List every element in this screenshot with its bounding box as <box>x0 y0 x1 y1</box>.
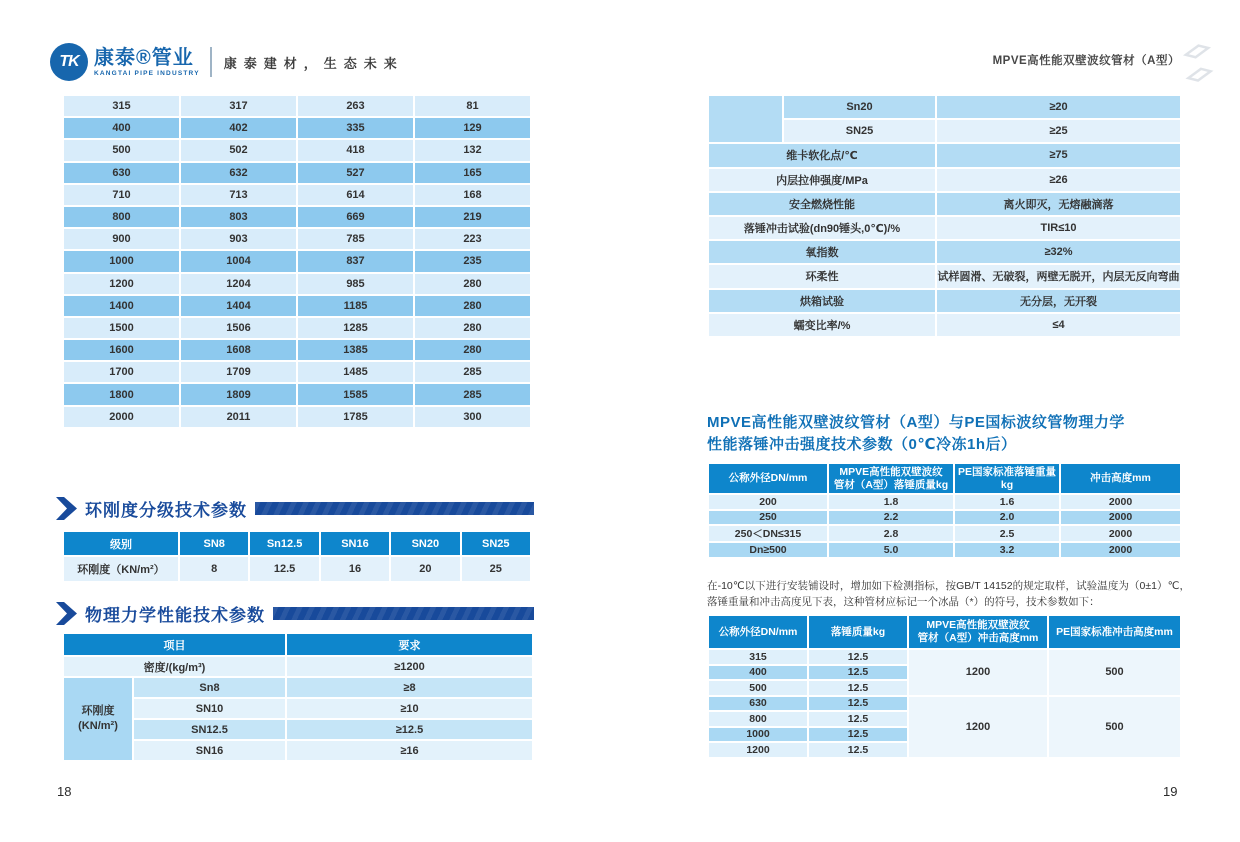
merged-cell: 500 <box>1048 649 1181 696</box>
physical-properties-section-heading <box>56 601 534 626</box>
table-cell: 280 <box>414 339 531 361</box>
table-cell: 710 <box>63 184 180 206</box>
table-cell: 200 <box>708 494 828 510</box>
column-header: SN16 <box>320 531 390 556</box>
table-row <box>63 184 531 206</box>
group-label-line: (KN/m²) <box>78 720 118 732</box>
row-label: 安全燃烧性能 <box>708 192 936 216</box>
table-cell: 12.5 <box>808 665 908 681</box>
table-cell: 315 <box>63 95 180 117</box>
table-cell: 632 <box>180 162 297 184</box>
table-cell: 280 <box>414 273 531 295</box>
table-cell: 16 <box>320 556 390 582</box>
table-row <box>63 339 531 361</box>
section-title-bar <box>255 502 534 515</box>
row-label: 环柔性 <box>708 264 936 288</box>
table-row <box>63 677 533 698</box>
physical-properties-continuation-table <box>707 94 1182 338</box>
column-header: 要求 <box>286 633 533 656</box>
table-cell: 离火即灭，无熔融滴落 <box>936 192 1181 216</box>
table-cell: 300 <box>414 406 531 428</box>
table-row <box>63 740 533 761</box>
table-row <box>63 383 531 405</box>
frozen-impact-table <box>707 614 1182 759</box>
table-cell: 12.5 <box>808 696 908 712</box>
table-row <box>708 525 1181 542</box>
column-header-line: 管材（A型）冲击高度mm <box>917 632 1039 644</box>
column-header: 项目 <box>63 633 286 656</box>
table-cell: 502 <box>180 139 297 161</box>
table-row <box>708 494 1181 510</box>
table-cell: 12.5 <box>249 556 319 582</box>
row-label: 维卡软化点/℃ <box>708 143 936 167</box>
table-cell: 837 <box>297 250 414 272</box>
logo-monogram: TK <box>59 53 79 70</box>
brand-name: 康泰®管业 <box>94 46 194 69</box>
table-row <box>63 719 533 740</box>
column-header <box>908 615 1048 649</box>
table-cell: 614 <box>297 184 414 206</box>
table-row <box>708 143 1181 167</box>
row-label: SN25 <box>783 119 936 143</box>
table-cell: 400 <box>708 665 808 681</box>
table-row <box>708 649 1181 665</box>
table-cell: 12.5 <box>808 742 908 758</box>
table-cell: 12.5 <box>808 649 908 665</box>
table-cell: 2.8 <box>828 525 954 542</box>
merged-cell: 1200 <box>908 649 1048 696</box>
table-cell: 400 <box>63 117 180 139</box>
table-cell: 500 <box>63 139 180 161</box>
table-cell: ≥75 <box>936 143 1181 167</box>
table-cell: 280 <box>414 317 531 339</box>
brand-text <box>94 48 200 77</box>
table-row <box>708 192 1181 216</box>
table-cell: 630 <box>63 162 180 184</box>
table-cell: 1200 <box>708 742 808 758</box>
table-cell: 317 <box>180 95 297 117</box>
table-cell: 1404 <box>180 295 297 317</box>
column-header <box>828 463 954 494</box>
table-cell: 1000 <box>708 727 808 743</box>
column-header: 公称外径DN/mm <box>708 615 808 649</box>
title-line: MPVE高性能双壁波纹管材（A型）与PE国标波纹管物理力学 <box>707 414 1125 431</box>
table-cell: 无分层，无开裂 <box>936 289 1181 313</box>
ring-stiffness-section-heading <box>56 496 534 521</box>
column-header: PE国家标准冲击高度mm <box>1048 615 1181 649</box>
table-cell: 250＜DN≤315 <box>708 525 828 542</box>
logo-mark-icon <box>50 43 88 81</box>
table-cell: 2.0 <box>954 510 1060 526</box>
table-cell: 985 <box>297 273 414 295</box>
table-cell: 2000 <box>1060 494 1181 510</box>
table-row <box>63 95 531 117</box>
column-header: SN8 <box>179 531 249 556</box>
table-cell: 12.5 <box>808 680 908 696</box>
table-cell: ≤4 <box>936 313 1181 337</box>
header-divider <box>210 47 212 77</box>
table-cell: 280 <box>414 295 531 317</box>
table-row <box>708 542 1181 558</box>
table-cell: 235 <box>414 250 531 272</box>
table-cell: 223 <box>414 228 531 250</box>
table-row <box>708 264 1181 288</box>
column-header: 落锤质量kg <box>808 615 908 649</box>
column-header-line: MPVE高性能双壁波纹 <box>926 619 1030 631</box>
table-cell: 5.0 <box>828 542 954 558</box>
impact-section-title <box>707 412 1197 456</box>
table-cell: 285 <box>414 383 531 405</box>
table-header-row <box>63 633 533 656</box>
table-cell: 250 <box>708 510 828 526</box>
table-cell: 1709 <box>180 361 297 383</box>
table-cell: 129 <box>414 117 531 139</box>
column-header-line: MPVE高性能双壁波纹 <box>839 465 943 478</box>
table-row <box>63 295 531 317</box>
merged-cell: 1200 <box>908 696 1048 758</box>
table-cell: ≥26 <box>936 168 1181 192</box>
table-cell: ≥16 <box>286 740 533 761</box>
table-cell: 1700 <box>63 361 180 383</box>
table-cell: ≥32% <box>936 240 1181 264</box>
group-spacer-cell <box>708 95 783 143</box>
table-cell: 335 <box>297 117 414 139</box>
table-cell: 900 <box>63 228 180 250</box>
table-cell: 132 <box>414 139 531 161</box>
table-cell: 285 <box>414 361 531 383</box>
table-row <box>708 289 1181 313</box>
table-cell: ≥8 <box>286 677 533 698</box>
table-cell: 试样圆滑、无破裂，两壁无脱开，内层无反向弯曲 <box>936 264 1181 288</box>
table-cell: 2000 <box>1060 510 1181 526</box>
table-row <box>63 228 531 250</box>
table-cell: 1.8 <box>828 494 954 510</box>
table-row <box>708 313 1181 337</box>
table-cell: ≥10 <box>286 698 533 719</box>
page-number-left: 18 <box>57 784 72 799</box>
table-cell: ≥12.5 <box>286 719 533 740</box>
table-cell: 1204 <box>180 273 297 295</box>
table-row <box>708 168 1181 192</box>
table-cell: 713 <box>180 184 297 206</box>
row-label: SN12.5 <box>133 719 286 740</box>
table-row <box>63 250 531 272</box>
table-cell: 1004 <box>180 250 297 272</box>
table-row <box>708 240 1181 264</box>
table-cell: ≥25 <box>936 119 1181 143</box>
table-cell: 903 <box>180 228 297 250</box>
table-row <box>63 698 533 719</box>
title-line: 性能落锤冲击强度技术参数（0℃冷冻1h后） <box>707 436 1017 453</box>
row-label: Sn8 <box>133 677 286 698</box>
row-label: 蠕变比率/% <box>708 313 936 337</box>
table-cell: 315 <box>708 649 808 665</box>
table-cell: 81 <box>414 95 531 117</box>
table-cell: 3.2 <box>954 542 1060 558</box>
page-number-right: 19 <box>1163 784 1178 799</box>
table-cell: 669 <box>297 206 414 228</box>
column-header-line: 管材（A型）落锤质量kg <box>833 478 949 491</box>
table-cell: 402 <box>180 117 297 139</box>
table-row <box>63 206 531 228</box>
column-header: SN20 <box>390 531 460 556</box>
table-cell: ≥1200 <box>286 656 533 677</box>
table-cell: 630 <box>708 696 808 712</box>
column-header: 公称外径DN/mm <box>708 463 828 494</box>
table-cell: 1185 <box>297 295 414 317</box>
table-row <box>63 117 531 139</box>
table-cell: 20 <box>390 556 460 582</box>
merged-cell: 500 <box>1048 696 1181 758</box>
pipe-dimension-table <box>62 94 532 429</box>
table-cell: 1485 <box>297 361 414 383</box>
table-row <box>708 696 1181 712</box>
table-row <box>708 510 1181 526</box>
table-cell: 1600 <box>63 339 180 361</box>
table-cell: 1385 <box>297 339 414 361</box>
table-row <box>63 406 531 428</box>
table-cell: 803 <box>180 206 297 228</box>
table-cell: 500 <box>708 680 808 696</box>
table-cell: 1500 <box>63 317 180 339</box>
table-cell: 1800 <box>63 383 180 405</box>
section-title: 环刚度分级技术参数 <box>85 501 247 520</box>
table-cell: 2.2 <box>828 510 954 526</box>
row-label: SN16 <box>133 740 286 761</box>
section-title-bar <box>273 607 534 620</box>
table-cell: Dn≥500 <box>708 542 828 558</box>
table-cell: 2000 <box>63 406 180 428</box>
table-cell: 263 <box>297 95 414 117</box>
table-cell: 785 <box>297 228 414 250</box>
column-header: Sn12.5 <box>249 531 319 556</box>
column-header: 冲击高度mm <box>1060 463 1181 494</box>
table-row <box>63 656 533 677</box>
group-label <box>63 677 133 761</box>
table-row <box>63 273 531 295</box>
table-cell: 1608 <box>180 339 297 361</box>
brand-tagline: 康泰建材，生态未来 <box>223 55 404 71</box>
row-label: SN10 <box>133 698 286 719</box>
table-cell: 2.5 <box>954 525 1060 542</box>
table-cell: 800 <box>708 711 808 727</box>
row-label: 密度/(kg/m³) <box>63 656 286 677</box>
table-cell: 418 <box>297 139 414 161</box>
group-label-line: 环刚度 <box>81 705 115 717</box>
column-header: SN25 <box>461 531 531 556</box>
table-cell: 527 <box>297 162 414 184</box>
table-cell: 8 <box>179 556 249 582</box>
table-cell: 1.6 <box>954 494 1060 510</box>
column-header: PE国家标准落锤重量kg <box>954 463 1060 494</box>
physical-properties-table <box>62 632 534 762</box>
section-title: 物理力学性能技术参数 <box>85 606 265 625</box>
table-cell: 2011 <box>180 406 297 428</box>
row-label: 落锤冲击试验(dn90锤头,0℃)/% <box>708 216 936 240</box>
table-cell: 219 <box>414 206 531 228</box>
ring-stiffness-grade-table <box>62 530 532 583</box>
table-cell: 165 <box>414 162 531 184</box>
table-row <box>708 216 1181 240</box>
table-header-row <box>708 615 1181 649</box>
table-row <box>63 556 531 582</box>
table-cell: 1200 <box>63 273 180 295</box>
row-label: Sn20 <box>783 95 936 119</box>
table-cell: 12.5 <box>808 711 908 727</box>
chevron-arrow-icon <box>56 602 77 625</box>
brand-logo <box>50 43 404 81</box>
row-label: 氧指数 <box>708 240 936 264</box>
table-cell: 25 <box>461 556 531 582</box>
table-cell: 1506 <box>180 317 297 339</box>
installation-note: 在-10℃以下进行安装铺设时，增加如下检测指标，按GB/T 14152的规定取样，试验温度为（0±1）℃，落锤重量和冲击高度见下表，这种管材应标记一个冰晶（*）的符号，技术参数如下： <box>707 580 1190 608</box>
table-header-row <box>63 531 531 556</box>
table-row <box>708 95 1181 119</box>
table-cell: ≥20 <box>936 95 1181 119</box>
table-row <box>63 361 531 383</box>
row-label: 烘箱试验 <box>708 289 936 313</box>
table-cell: TIR≤10 <box>936 216 1181 240</box>
table-cell: 168 <box>414 184 531 206</box>
table-cell: 2000 <box>1060 542 1181 558</box>
brand-subtitle: KANGTAI PIPE INDUSTRY <box>94 69 200 77</box>
page-topic: MPVE高性能双壁波纹管材（A型） <box>992 55 1180 67</box>
row-label: 环刚度（KN/m²） <box>63 556 179 582</box>
table-row <box>63 162 531 184</box>
chevron-arrow-icon <box>56 497 77 520</box>
decorative-chevrons-icon <box>1180 40 1216 88</box>
impact-strength-table <box>707 462 1182 559</box>
table-cell: 1285 <box>297 317 414 339</box>
table-header-row <box>708 463 1181 494</box>
table-row <box>63 317 531 339</box>
table-cell: 1000 <box>63 250 180 272</box>
table-cell: 12.5 <box>808 727 908 743</box>
table-cell: 2000 <box>1060 525 1181 542</box>
table-cell: 1785 <box>297 406 414 428</box>
table-cell: 800 <box>63 206 180 228</box>
table-cell: 1585 <box>297 383 414 405</box>
table-row <box>63 139 531 161</box>
table-cell: 1400 <box>63 295 180 317</box>
row-label: 内层拉伸强度/MPa <box>708 168 936 192</box>
column-header: 级别 <box>63 531 179 556</box>
table-cell: 1809 <box>180 383 297 405</box>
